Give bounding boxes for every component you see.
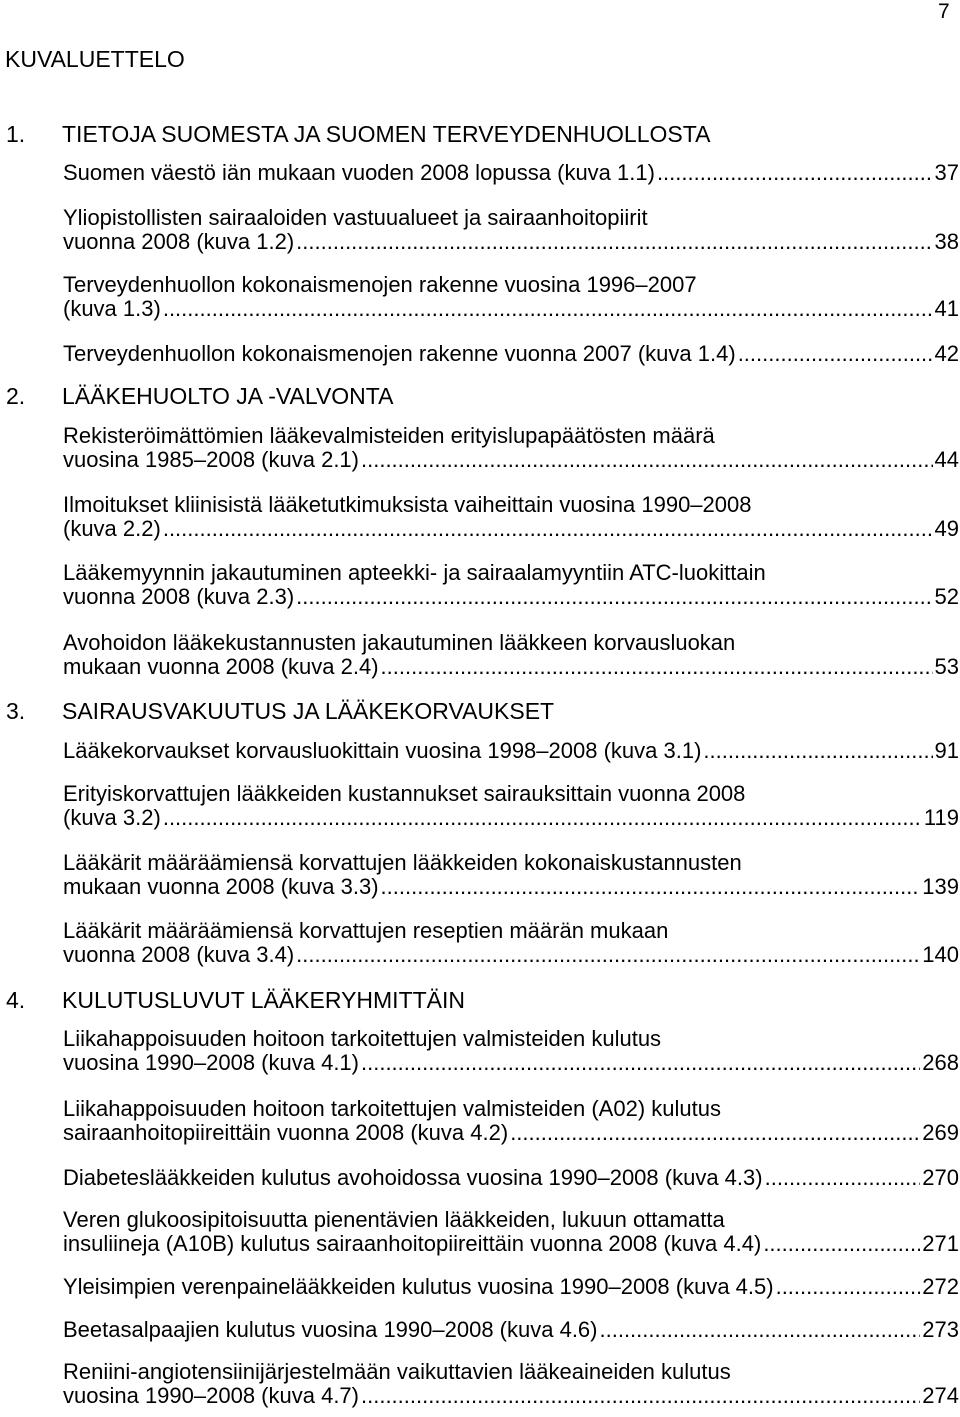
toc-entry[interactable] [63, 561, 959, 609]
entry-last-line [63, 517, 959, 541]
entry-title-line: Lääkärit määräämiensä korvattujen reseptien määrän mukaan [63, 918, 669, 943]
toc-entry[interactable] [63, 631, 959, 679]
entry-last-line [63, 1232, 959, 1256]
toc-entry[interactable] [63, 1360, 959, 1408]
entry-last-line [63, 230, 959, 254]
entry-title-line: Rekisteröimättömien lääkevalmisteiden erityislupapäätösten määrä [63, 423, 715, 448]
page-reference: 268 [922, 1050, 959, 1075]
page-reference: 91 [934, 738, 959, 763]
toc-entry[interactable] [63, 1166, 959, 1190]
toc-entry[interactable] [63, 1097, 959, 1145]
page-reference: 140 [922, 942, 959, 967]
section-number: 3. [6, 698, 26, 724]
entry-title-line: Lääkemyynnin jakautuminen apteekki- ja sairaalamyyntiin ATC-luokittain [63, 560, 766, 585]
dot-leader [776, 1275, 921, 1299]
dot-leader [600, 1318, 921, 1342]
page-reference: 42 [934, 341, 959, 366]
dot-leader [510, 1121, 920, 1145]
toc-entry[interactable] [63, 851, 959, 899]
dot-leader [381, 875, 921, 899]
entry-last-line [63, 806, 959, 830]
entry-last-line [63, 943, 959, 967]
entry-title-line: Ilmoitukset kliinisistä lääketutkimuksista vaiheittain vuosina 1990–2008 [63, 492, 752, 517]
entry-title-text: (kuva 2.2) [63, 516, 161, 541]
toc-entry[interactable] [63, 342, 959, 366]
dot-leader [657, 161, 933, 185]
toc-entry[interactable] [63, 1275, 959, 1299]
entry-title-text: (kuva 3.2) [63, 805, 161, 830]
page-reference: 49 [934, 516, 959, 541]
entry-title-text: (kuva 1.3) [63, 296, 161, 321]
entry-title-line: Lääkärit määräämiensä korvattujen lääkkeiden kokonaiskustannusten [63, 850, 742, 875]
dot-leader [703, 739, 932, 763]
page-reference: 271 [922, 1231, 959, 1256]
page-title: KUVALUETTELO [5, 46, 185, 72]
dot-leader [361, 448, 933, 472]
entry-last-line [63, 1275, 959, 1299]
entry-last-line [63, 1121, 959, 1145]
entry-title-text: Yleisimpien verenpainelääkkeiden kulutus vuosina 1990–2008 (kuva 4.5) [63, 1274, 774, 1299]
entry-last-line [63, 1051, 959, 1075]
entry-title-line: Avohoidon lääkekustannusten jakautuminen lääkkeen korvausluokan [63, 630, 736, 655]
page-number: 7 [938, 0, 950, 23]
section-heading [6, 121, 710, 148]
page-reference: 52 [934, 584, 959, 609]
entry-title-text: vuonna 2008 (kuva 2.3) [63, 584, 295, 609]
entry-title-text: Diabeteslääkkeiden kulutus avohoidossa vuosina 1990–2008 (kuva 4.3) [63, 1165, 763, 1190]
page-reference: 38 [934, 229, 959, 254]
entry-title-line: Veren glukoosipitoisuutta pienentävien lääkkeiden, lukuun ottamatta [63, 1207, 725, 1232]
section-heading [6, 987, 465, 1014]
entry-title-text: Lääkekorvaukset korvausluokittain vuosina 1998–2008 (kuva 3.1) [63, 738, 702, 763]
dot-leader [361, 1384, 920, 1408]
page-reference: 272 [922, 1274, 959, 1299]
entry-last-line [63, 739, 959, 763]
page-reference: 53 [934, 654, 959, 679]
page-reference: 119 [923, 805, 959, 830]
toc-entry[interactable] [63, 424, 959, 472]
page-reference: 37 [934, 160, 959, 185]
section-number: 1. [6, 121, 26, 147]
dot-leader [296, 943, 920, 967]
entry-title-line: Erityiskorvattujen lääkkeiden kustannukset sairauksittain vuonna 2008 [63, 781, 746, 806]
section-heading [6, 383, 393, 410]
entry-title-text: vuosina 1990–2008 (kuva 4.7) [63, 1383, 359, 1408]
toc-entry[interactable] [63, 1027, 959, 1075]
entry-last-line [63, 585, 959, 609]
dot-leader [163, 806, 922, 830]
toc-entry[interactable] [63, 739, 959, 763]
dot-leader [163, 517, 933, 541]
page-reference: 273 [922, 1317, 959, 1342]
entry-last-line [63, 342, 959, 366]
toc-entry[interactable] [63, 273, 959, 321]
page-reference: 270 [922, 1165, 959, 1190]
dot-leader [763, 1232, 920, 1256]
dot-leader [738, 342, 933, 366]
entry-title-line: Terveydenhuollon kokonaismenojen rakenne vuosina 1996–2007 [63, 272, 697, 297]
entry-title-text: Terveydenhuollon kokonaismenojen rakenne vuonna 2007 (kuva 1.4) [63, 341, 736, 366]
entry-title-text: sairaanhoitopiireittäin vuonna 2008 (kuva 4.2) [63, 1120, 509, 1145]
toc-entry[interactable] [63, 1318, 959, 1342]
entry-last-line [63, 161, 959, 185]
entry-last-line [63, 1384, 959, 1408]
toc-entry[interactable] [63, 161, 959, 185]
entry-last-line [63, 297, 959, 321]
entry-title-text: Suomen väestö iän mukaan vuoden 2008 lopussa (kuva 1.1) [63, 160, 655, 185]
toc-entry[interactable] [63, 1208, 959, 1256]
entry-title-text: vuosina 1985–2008 (kuva 2.1) [63, 447, 359, 472]
entry-title-text: Beetasalpaajien kulutus vuosina 1990–2008 (kuva 4.6) [63, 1317, 598, 1342]
section-title: SAIRAUSVAKUUTUS JA LÄÄKEKORVAUKSET [62, 698, 555, 724]
entry-last-line [63, 655, 959, 679]
entry-title-text: vuosina 1990–2008 (kuva 4.1) [63, 1050, 359, 1075]
page-reference: 44 [934, 447, 959, 472]
section-heading [6, 698, 554, 725]
section-number: 4. [6, 987, 26, 1013]
dot-leader [296, 230, 932, 254]
entry-title-line: Liikahappoisuuden hoitoon tarkoitettujen valmisteiden (A02) kulutus [63, 1096, 721, 1121]
section-number: 2. [6, 383, 26, 409]
entry-last-line [63, 1166, 959, 1190]
page-reference: 41 [934, 296, 959, 321]
entry-title-text: vuonna 2008 (kuva 1.2) [63, 229, 295, 254]
entry-title-text: mukaan vuonna 2008 (kuva 2.4) [63, 654, 379, 679]
entry-title-text: insuliineja (A10B) kulutus sairaanhoitopiireittäin vuonna 2008 (kuva 4.4) [63, 1231, 762, 1256]
section-title: LÄÄKEHUOLTO JA -VALVONTA [62, 383, 394, 409]
section-title: KULUTUSLUVUT LÄÄKERYHMITTÄIN [62, 987, 466, 1013]
entry-title-line: Liikahappoisuuden hoitoon tarkoitettujen valmisteiden kulutus [63, 1026, 662, 1051]
entry-title-line: Yliopistollisten sairaaloiden vastuualueet ja sairaanhoitopiirit [63, 205, 648, 230]
section-title: TIETOJA SUOMESTA JA SUOMEN TERVEYDENHUOLLOSTA [62, 121, 711, 147]
page-reference: 269 [922, 1120, 959, 1145]
dot-leader [296, 585, 932, 609]
entry-title-text: vuonna 2008 (kuva 3.4) [63, 942, 295, 967]
entry-last-line [63, 448, 959, 472]
toc-entry[interactable] [63, 206, 959, 254]
entry-title-text: mukaan vuonna 2008 (kuva 3.3) [63, 874, 379, 899]
dot-leader [361, 1051, 920, 1075]
toc-entry[interactable] [63, 493, 959, 541]
toc-entry[interactable] [63, 782, 959, 830]
toc-entry[interactable] [63, 919, 959, 967]
entry-last-line [63, 1318, 959, 1342]
dot-leader [765, 1166, 921, 1190]
entry-title-line: Reniini-angiotensiinijärjestelmään vaikuttavien lääkeaineiden kulutus [63, 1359, 731, 1384]
entry-last-line [63, 875, 959, 899]
page-reference: 274 [922, 1383, 959, 1408]
dot-leader [381, 655, 933, 679]
dot-leader [163, 297, 933, 321]
page-reference: 139 [922, 874, 959, 899]
